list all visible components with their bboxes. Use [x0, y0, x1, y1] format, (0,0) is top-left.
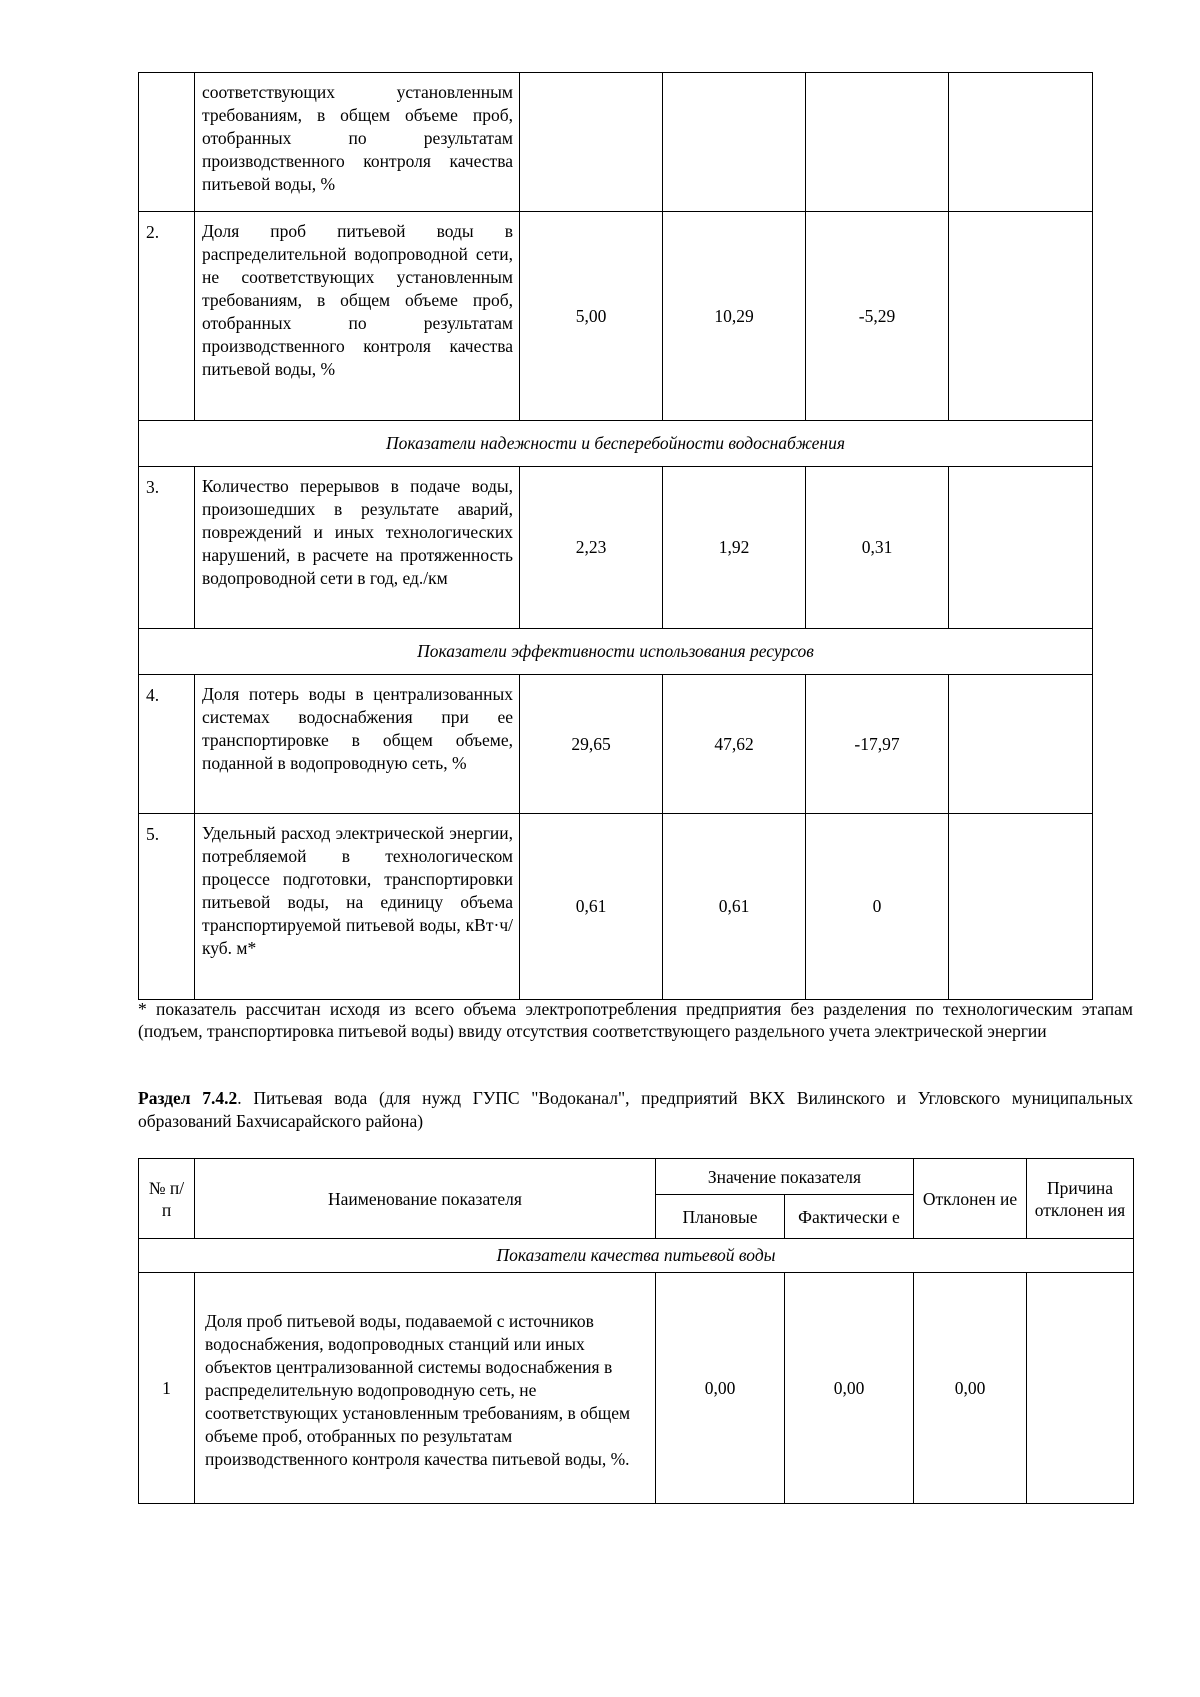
plan-value: 2,23: [520, 467, 663, 629]
header-deviation: Отклонен ие: [914, 1159, 1027, 1239]
indicator-name: Удельный расход электрической энергии, потребляемой в технологическом процессе подготовки, транспортировки питьевой воды, на единицу объема транспортируемой питьевой воды, кВт·ч/куб. м*: [195, 814, 520, 1000]
reason-value: [949, 73, 1093, 212]
reason-value: [949, 814, 1093, 1000]
deviation-value: -17,97: [806, 675, 949, 814]
row-number: 3.: [139, 467, 195, 629]
table-row: [139, 814, 1093, 1000]
section-heading-text: . Питьевая вода (для нужд ГУПС "Водоканал", предприятий ВКХ Вилинского и Угловского муниципальных образований Бахчисарайского района): [138, 1088, 1133, 1131]
header-fact: Фактически е: [785, 1195, 914, 1239]
header-number: № п/п: [139, 1159, 195, 1239]
indicator-name: Количество перерывов в подаче воды, произошедших в результате аварий, повреждений и иных технологических нарушений, в расчете на протяженность водопроводной сети в год, ед./км: [195, 467, 520, 629]
reason-value: [949, 675, 1093, 814]
fact-value: 10,29: [663, 212, 806, 421]
indicator-name: Доля проб питьевой воды в распределительной водопроводной сети, не соответствующих установленным требованиям, в общем объеме проб, отобранных по результатам производственного контроля качества питьевой воды, %: [195, 212, 520, 421]
section-row: [139, 1239, 1134, 1273]
deviation-value: [806, 73, 949, 212]
plan-value: 29,65: [520, 675, 663, 814]
fact-value: [663, 73, 806, 212]
table-row: [139, 1273, 1134, 1504]
table-row: [139, 675, 1093, 814]
reason-value: [1027, 1273, 1134, 1504]
fact-value: 1,92: [663, 467, 806, 629]
indicator-name: Доля потерь воды в централизованных системах водоснабжения при ее транспортировке в общем объеме, поданной в водопроводную сеть, %: [195, 675, 520, 814]
header-reason: Причина отклонен ия: [1027, 1159, 1134, 1239]
deviation-value: -5,29: [806, 212, 949, 421]
fact-value: 0,61: [663, 814, 806, 1000]
reason-value: [949, 212, 1093, 421]
deviation-value: 0: [806, 814, 949, 1000]
indicators-table-continued: [138, 72, 1093, 1000]
plan-value: 0,61: [520, 814, 663, 1000]
section-heading-label: Раздел 7.4.2: [138, 1088, 238, 1108]
row-number: 4.: [139, 675, 195, 814]
header-plan: Плановые: [656, 1195, 785, 1239]
plan-value: 0,00: [656, 1273, 785, 1504]
row-number: 5.: [139, 814, 195, 1000]
footnote: * показатель рассчитан исходя из всего объема электропотребления предприятия без разделения по технологическим этапам (подъем, транспортировка питьевой воды) ввиду отсутствия соответствующего раздельного учета электрической энергии: [138, 999, 1133, 1041]
table-row: [139, 212, 1093, 421]
header-name: Наименование показателя: [195, 1159, 656, 1239]
row-number: 1: [139, 1273, 195, 1504]
plan-value: [520, 73, 663, 212]
row-number: 2.: [139, 212, 195, 421]
section-row: [139, 421, 1093, 467]
fact-value: 47,62: [663, 675, 806, 814]
section-title-efficiency: Показатели эффективности использования ресурсов: [139, 629, 1093, 675]
table-row: [139, 73, 1093, 212]
indicator-name: соответствующих установленным требованиям, в общем объеме проб, отобранных по результатам производственного контроля качества питьевой воды, %: [195, 73, 520, 212]
deviation-value: 0,31: [806, 467, 949, 629]
table-row: [139, 467, 1093, 629]
section-row: [139, 629, 1093, 675]
section-heading: [138, 1087, 1133, 1133]
reason-value: [949, 467, 1093, 629]
header-value-group: Значение показателя: [656, 1159, 914, 1195]
row-number: [139, 73, 195, 212]
section-title-reliability: Показатели надежности и бесперебойности водоснабжения: [139, 421, 1093, 467]
plan-value: 5,00: [520, 212, 663, 421]
indicator-name: Доля проб питьевой воды, подаваемой с источников водоснабжения, водопроводных станций или иных объектов централизованной системы водоснабжения в распределительную водопроводную сеть, не соответствующих установленным требованиям, в общем объеме проб, отобранных по результатам производственного контроля качества питьевой воды, %.: [195, 1273, 656, 1504]
section-title-quality: Показатели качества питьевой воды: [139, 1239, 1134, 1273]
drinking-water-indicators-table: [138, 1158, 1134, 1504]
fact-value: 0,00: [785, 1273, 914, 1504]
deviation-value: 0,00: [914, 1273, 1027, 1504]
header-row: [139, 1159, 1134, 1195]
